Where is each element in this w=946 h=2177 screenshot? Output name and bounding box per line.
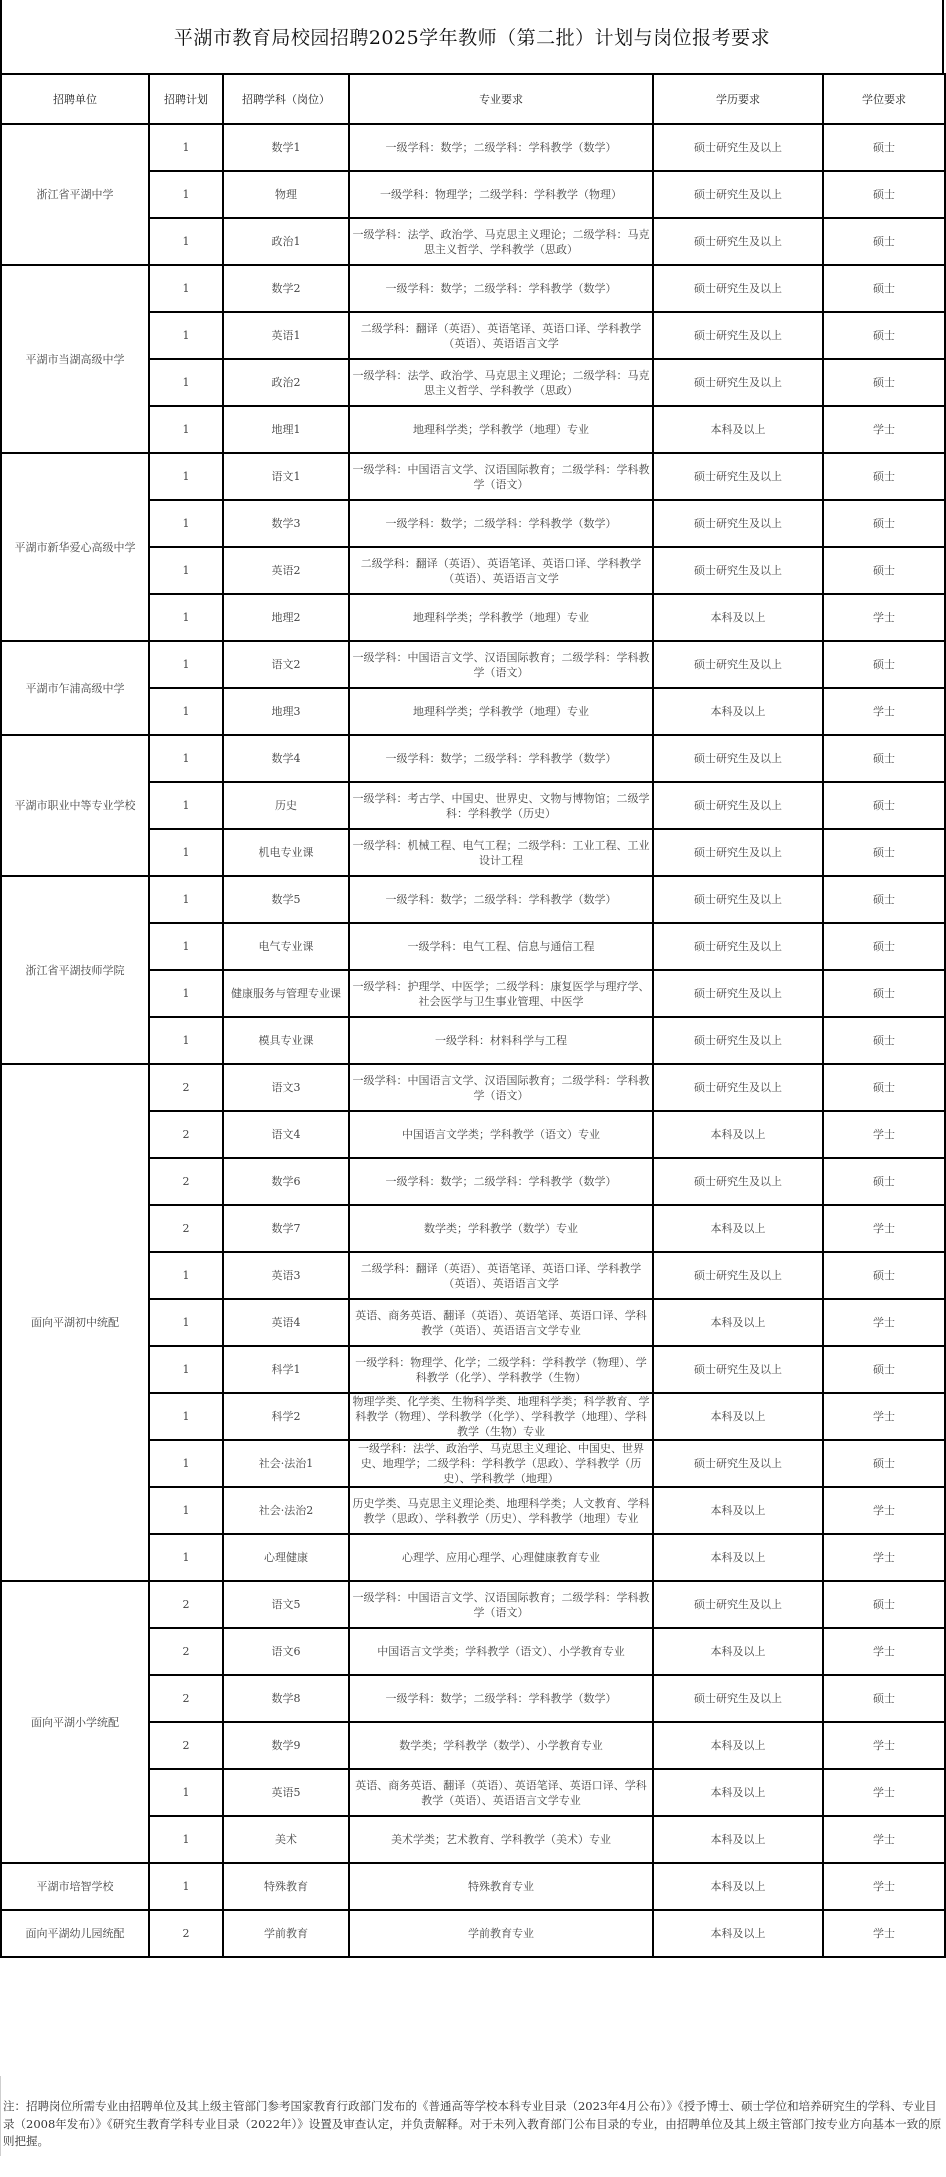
major-cell: 历史学类、马克思主义理论类、地理科学类；人文教育、学科教学（思政）、学科教学（历史）、学科教学（地理）专业 [349,1487,653,1534]
degree-cell: 硕士 [823,1017,945,1064]
table-row [1,453,945,500]
education-cell: 本科及以上 [653,1534,823,1581]
table-row [1,1064,945,1111]
header-unit: 招聘单位 [1,74,149,124]
plan-cell: 1 [149,359,223,406]
degree-cell: 学士 [823,1628,945,1675]
plan-cell: 1 [149,1252,223,1299]
degree-cell: 学士 [823,1534,945,1581]
major-cell: 一级学科：法学、政治学、马克思主义理论、中国史、世界史、地理学；二级学科：学科教学（思政）、学科教学（历史）、学科教学（地理） [349,1440,653,1487]
table-row [1,876,945,923]
plan-cell: 1 [149,829,223,876]
unit-cell: 面向平湖初中统配 [1,1064,149,1581]
major-cell: 英语、商务英语、翻译（英语）、英语笔译、英语口译、学科教学（英语）、英语语言文学专业 [349,1299,653,1346]
plan-cell: 1 [149,500,223,547]
plan-cell: 1 [149,1816,223,1863]
table-body [1,124,945,1957]
plan-cell: 2 [149,1910,223,1957]
plan-cell: 1 [149,171,223,218]
major-cell: 一级学科：电气工程、信息与通信工程 [349,923,653,970]
education-cell: 硕士研究生及以上 [653,171,823,218]
major-cell: 物理学类、化学类、生物科学类、地理科学类；科学教育、学科教学（物理）、学科教学（化学）、学科教学（地理）、学科教学（生物）专业 [349,1393,653,1440]
education-cell: 硕士研究生及以上 [653,735,823,782]
subject-cell: 学前教育 [223,1910,349,1957]
education-cell: 本科及以上 [653,594,823,641]
subject-cell: 数学9 [223,1722,349,1769]
major-cell: 一级学科：数学；二级学科：学科教学（数学） [349,1158,653,1205]
subject-cell: 数学8 [223,1675,349,1722]
education-cell: 硕士研究生及以上 [653,124,823,171]
degree-cell: 学士 [823,406,945,453]
education-cell: 本科及以上 [653,688,823,735]
plan-cell: 1 [149,688,223,735]
degree-cell: 硕士 [823,1675,945,1722]
education-cell: 硕士研究生及以上 [653,1064,823,1111]
education-cell: 硕士研究生及以上 [653,1581,823,1628]
education-cell: 本科及以上 [653,1487,823,1534]
plan-cell: 1 [149,1534,223,1581]
subject-cell: 数学5 [223,876,349,923]
plan-cell: 1 [149,1863,223,1910]
major-cell: 一级学科：中国语言文学、汉语国际教育；二级学科：学科教学（语文） [349,1064,653,1111]
major-cell: 一级学科：考古学、中国史、世界史、文物与博物馆；二级学科：学科教学（历史） [349,782,653,829]
subject-cell: 历史 [223,782,349,829]
major-cell: 数学类；学科教学（数学）、小学教育专业 [349,1722,653,1769]
degree-cell: 硕士 [823,782,945,829]
plan-cell: 1 [149,923,223,970]
major-cell: 地理科学类；学科教学（地理）专业 [349,594,653,641]
subject-cell: 英语4 [223,1299,349,1346]
major-cell: 一级学科：数学；二级学科：学科教学（数学） [349,876,653,923]
subject-cell: 特殊教育 [223,1863,349,1910]
degree-cell: 硕士 [823,171,945,218]
subject-cell: 电气专业课 [223,923,349,970]
major-cell: 中国语言文学类；学科教学（语文）专业 [349,1111,653,1158]
plan-cell: 1 [149,1346,223,1393]
subject-cell: 政治1 [223,218,349,265]
major-cell: 二级学科：翻译（英语）、英语笔译、英语口译、学科教学（英语）、英语语言文学 [349,312,653,359]
major-cell: 中国语言文学类；学科教学（语文）、小学教育专业 [349,1628,653,1675]
degree-cell: 硕士 [823,265,945,312]
header-education: 学历要求 [653,74,823,124]
education-cell: 本科及以上 [653,1910,823,1957]
education-cell: 本科及以上 [653,1628,823,1675]
unit-cell: 平湖市培智学校 [1,1863,149,1910]
table-row [1,124,945,171]
subject-cell: 政治2 [223,359,349,406]
major-cell: 一级学科：数学；二级学科：学科教学（数学） [349,500,653,547]
education-cell: 硕士研究生及以上 [653,547,823,594]
subject-cell: 数学3 [223,500,349,547]
education-cell: 本科及以上 [653,1299,823,1346]
education-cell: 本科及以上 [653,1205,823,1252]
major-cell: 一级学科：数学；二级学科：学科教学（数学） [349,735,653,782]
plan-cell: 1 [149,970,223,1017]
education-cell: 本科及以上 [653,406,823,453]
education-cell: 硕士研究生及以上 [653,641,823,688]
plan-cell: 1 [149,641,223,688]
major-cell: 一级学科：数学；二级学科：学科教学（数学） [349,124,653,171]
unit-cell: 平湖市职业中等专业学校 [1,735,149,876]
degree-cell: 学士 [823,1769,945,1816]
degree-cell: 学士 [823,1111,945,1158]
major-cell: 英语、商务英语、翻译（英语）、英语笔译、英语口译、学科教学（英语）、英语语言文学专业 [349,1769,653,1816]
subject-cell: 社会·法治1 [223,1440,349,1487]
education-cell: 硕士研究生及以上 [653,1158,823,1205]
education-cell: 硕士研究生及以上 [653,1440,823,1487]
plan-cell: 1 [149,1487,223,1534]
plan-cell: 1 [149,1769,223,1816]
major-cell: 一级学科：物理学；二级学科：学科教学（物理） [349,171,653,218]
education-cell: 硕士研究生及以上 [653,359,823,406]
unit-cell: 平湖市乍浦高级中学 [1,641,149,735]
plan-cell: 1 [149,594,223,641]
unit-cell: 面向平湖小学统配 [1,1581,149,1863]
subject-cell: 英语3 [223,1252,349,1299]
header-plan: 招聘计划 [149,74,223,124]
recruitment-table [0,73,946,1958]
footnote: 注：招聘岗位所需专业由招聘单位及其上级主管部门参考国家教育行政部门发布的《普通高等学校本科专业目录（2023年4月公布）》《授予博士、硕士学位和培养研究生的学科、专业目录（2008年发布）》《研究生教育学科专业目录（2022年）》设置及审查认定，并负责解释。对于未列入教育部门公布目录的专业，由招聘单位及其上级主管部门按专业方向基本一致的原则把握。 [3,2099,942,2148]
degree-cell: 硕士 [823,641,945,688]
subject-cell: 数学1 [223,124,349,171]
plan-cell: 1 [149,124,223,171]
degree-cell: 硕士 [823,1158,945,1205]
header-degree: 学位要求 [823,74,945,124]
plan-cell: 1 [149,218,223,265]
plan-cell: 1 [149,735,223,782]
plan-cell: 1 [149,782,223,829]
unit-cell: 面向平湖幼儿园统配 [1,1910,149,1957]
subject-cell: 健康服务与管理专业课 [223,970,349,1017]
plan-cell: 1 [149,312,223,359]
unit-cell: 平湖市当湖高级中学 [1,265,149,453]
education-cell: 本科及以上 [653,1111,823,1158]
major-cell: 二级学科：翻译（英语）、英语笔译、英语口译、学科教学（英语）、英语语言文学 [349,547,653,594]
subject-cell: 美术 [223,1816,349,1863]
table-row [1,735,945,782]
degree-cell: 学士 [823,1487,945,1534]
major-cell: 一级学科：机械工程、电气工程；二级学科：工业工程、工业设计工程 [349,829,653,876]
plan-cell: 2 [149,1205,223,1252]
degree-cell: 硕士 [823,1581,945,1628]
degree-cell: 学士 [823,1816,945,1863]
degree-cell: 硕士 [823,1440,945,1487]
unit-cell: 平湖市新华爱心高级中学 [1,453,149,641]
unit-cell: 浙江省平湖中学 [1,124,149,265]
degree-cell: 硕士 [823,876,945,923]
education-cell: 硕士研究生及以上 [653,218,823,265]
major-cell: 心理学、应用心理学、心理健康教育专业 [349,1534,653,1581]
education-cell: 硕士研究生及以上 [653,500,823,547]
table-row [1,265,945,312]
plan-cell: 2 [149,1675,223,1722]
subject-cell: 英语2 [223,547,349,594]
major-cell: 一级学科：材料科学与工程 [349,1017,653,1064]
education-cell: 本科及以上 [653,1393,823,1440]
subject-cell: 物理 [223,171,349,218]
education-cell: 硕士研究生及以上 [653,970,823,1017]
major-cell: 一级学科：法学、政治学、马克思主义理论；二级学科：马克思主义哲学、学科教学（思政） [349,218,653,265]
table-row [1,1581,945,1628]
title-cell [0,0,944,73]
plan-cell: 2 [149,1158,223,1205]
subject-cell: 语文1 [223,453,349,500]
subject-cell: 科学2 [223,1393,349,1440]
major-cell: 一级学科：中国语言文学、汉语国际教育；二级学科：学科教学（语文） [349,1581,653,1628]
degree-cell: 硕士 [823,124,945,171]
education-cell: 本科及以上 [653,1863,823,1910]
education-cell: 硕士研究生及以上 [653,453,823,500]
unit-cell: 浙江省平湖技师学院 [1,876,149,1064]
header-row [1,74,945,124]
table-row [1,1863,945,1910]
subject-cell: 英语5 [223,1769,349,1816]
plan-cell: 2 [149,1628,223,1675]
education-cell: 硕士研究生及以上 [653,829,823,876]
education-cell: 硕士研究生及以上 [653,1346,823,1393]
plan-cell: 1 [149,1017,223,1064]
major-cell: 特殊教育专业 [349,1863,653,1910]
degree-cell: 硕士 [823,970,945,1017]
subject-cell: 地理3 [223,688,349,735]
subject-cell: 社会·法治2 [223,1487,349,1534]
education-cell: 硕士研究生及以上 [653,312,823,359]
major-cell: 一级学科：数学；二级学科：学科教学（数学） [349,265,653,312]
education-cell: 硕士研究生及以上 [653,1017,823,1064]
subject-cell: 地理2 [223,594,349,641]
degree-cell: 学士 [823,1863,945,1910]
plan-cell: 1 [149,876,223,923]
plan-cell: 1 [149,1299,223,1346]
plan-cell: 1 [149,1393,223,1440]
education-cell: 本科及以上 [653,1816,823,1863]
degree-cell: 硕士 [823,829,945,876]
subject-cell: 模具专业课 [223,1017,349,1064]
degree-cell: 硕士 [823,218,945,265]
degree-cell: 硕士 [823,1064,945,1111]
plan-cell: 2 [149,1581,223,1628]
degree-cell: 硕士 [823,359,945,406]
major-cell: 地理科学类；学科教学（地理）专业 [349,406,653,453]
plan-cell: 2 [149,1064,223,1111]
plan-cell: 1 [149,547,223,594]
degree-cell: 学士 [823,1205,945,1252]
education-cell: 硕士研究生及以上 [653,265,823,312]
degree-cell: 硕士 [823,735,945,782]
education-cell: 硕士研究生及以上 [653,782,823,829]
education-cell: 本科及以上 [653,1769,823,1816]
degree-cell: 学士 [823,1722,945,1769]
subject-cell: 语文5 [223,1581,349,1628]
subject-cell: 数学6 [223,1158,349,1205]
subject-cell: 数学2 [223,265,349,312]
major-cell: 地理科学类；学科教学（地理）专业 [349,688,653,735]
subject-cell: 数学7 [223,1205,349,1252]
degree-cell: 硕士 [823,312,945,359]
education-cell: 本科及以上 [653,1722,823,1769]
table-row [1,1910,945,1957]
subject-cell: 语文3 [223,1064,349,1111]
degree-cell: 硕士 [823,547,945,594]
major-cell: 学前教育专业 [349,1910,653,1957]
page-title: 平湖市教育局校园招聘2025学年教师（第二批）计划与岗位报考要求 [173,27,771,49]
subject-cell: 语文4 [223,1111,349,1158]
subject-cell: 心理健康 [223,1534,349,1581]
degree-cell: 硕士 [823,453,945,500]
subject-cell: 语文2 [223,641,349,688]
plan-cell: 1 [149,265,223,312]
major-cell: 一级学科：数学；二级学科：学科教学（数学） [349,1675,653,1722]
degree-cell: 硕士 [823,923,945,970]
education-cell: 硕士研究生及以上 [653,1252,823,1299]
major-cell: 一级学科：护理学、中医学；二级学科：康复医学与理疗学、社会医学与卫生事业管理、中医学 [349,970,653,1017]
subject-cell: 地理1 [223,406,349,453]
degree-cell: 学士 [823,1299,945,1346]
education-cell: 硕士研究生及以上 [653,876,823,923]
plan-cell: 1 [149,453,223,500]
education-cell: 硕士研究生及以上 [653,1675,823,1722]
subject-cell: 科学1 [223,1346,349,1393]
major-cell: 一级学科：中国语言文学、汉语国际教育；二级学科：学科教学（语文） [349,641,653,688]
plan-cell: 1 [149,406,223,453]
degree-cell: 硕士 [823,500,945,547]
degree-cell: 学士 [823,1393,945,1440]
degree-cell: 学士 [823,594,945,641]
subject-cell: 英语1 [223,312,349,359]
major-cell: 一级学科：法学、政治学、马克思主义理论；二级学科：马克思主义哲学、学科教学（思政） [349,359,653,406]
table-row [1,641,945,688]
header-subject: 招聘学科（岗位） [223,74,349,124]
plan-cell: 2 [149,1722,223,1769]
subject-cell: 数学4 [223,735,349,782]
subject-cell: 机电专业课 [223,829,349,876]
major-cell: 一级学科：物理学、化学；二级学科：学科教学（物理）、学科教学（化学）、学科教学（生物） [349,1346,653,1393]
major-cell: 一级学科：中国语言文学、汉语国际教育；二级学科：学科教学（语文） [349,453,653,500]
plan-cell: 1 [149,1440,223,1487]
major-cell: 数学类；学科教学（数学）专业 [349,1205,653,1252]
degree-cell: 硕士 [823,1252,945,1299]
degree-cell: 硕士 [823,1346,945,1393]
header-major: 专业要求 [349,74,653,124]
education-cell: 硕士研究生及以上 [653,923,823,970]
degree-cell: 学士 [823,1910,945,1957]
major-cell: 二级学科：翻译（英语）、英语笔译、英语口译、学科教学（英语）、英语语言文学 [349,1252,653,1299]
subject-cell: 语文6 [223,1628,349,1675]
degree-cell: 学士 [823,688,945,735]
major-cell: 美术学类；艺术教育、学科教学（美术）专业 [349,1816,653,1863]
plan-cell: 2 [149,1111,223,1158]
